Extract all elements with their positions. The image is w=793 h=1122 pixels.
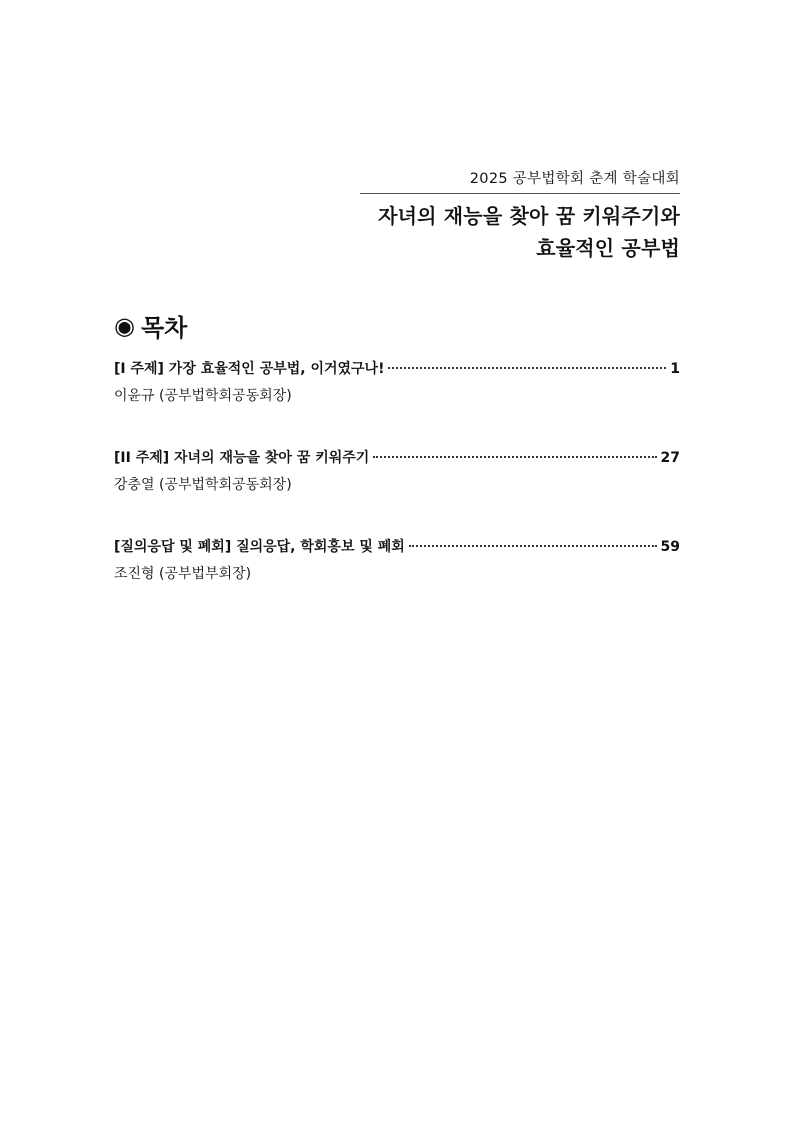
document-title-line-2: 효율적인 공부법 — [536, 236, 680, 260]
toc-page-number: 1 — [670, 361, 680, 377]
toc-entry — [114, 358, 680, 407]
document-title-line-1: 자녀의 재능을 찾아 꿈 키워주기와 — [378, 204, 680, 228]
dot-leader — [373, 456, 656, 458]
toc-heading — [114, 308, 187, 343]
toc-entry-title: [I 주제] 가장 효율적인 공부법, 이거였구나! — [114, 361, 385, 377]
toc-entry-line — [114, 358, 680, 380]
toc-entry-author: 이윤규 (공부법학회공동회장) — [114, 388, 292, 404]
conference-name: 2025 공부법학회 춘계 학술대회 — [360, 168, 680, 194]
toc-entry-author: 강충열 (공부법학회공동회장) — [114, 477, 292, 493]
toc-page-number: 59 — [660, 539, 680, 555]
dot-leader — [409, 545, 657, 547]
toc-heading-label: 목차 — [140, 314, 188, 342]
toc-entry-line — [114, 447, 680, 469]
toc-entry — [114, 447, 680, 496]
document-title — [360, 200, 680, 264]
document-header — [360, 168, 680, 264]
toc-entry-line — [114, 536, 680, 558]
circle-bullet-icon: ◉ — [114, 311, 135, 340]
toc-list — [114, 358, 680, 625]
toc-entry — [114, 536, 680, 585]
toc-entry-author: 조진형 (공부법부회장) — [114, 566, 252, 582]
toc-entry-title: [질의응답 및 폐회] 질의응답, 학회홍보 및 폐회 — [114, 539, 405, 555]
dot-leader — [388, 367, 666, 369]
toc-page-number: 27 — [660, 450, 680, 466]
toc-entry-title: [II 주제] 자녀의 재능을 찾아 꿈 키워주기 — [114, 450, 370, 466]
